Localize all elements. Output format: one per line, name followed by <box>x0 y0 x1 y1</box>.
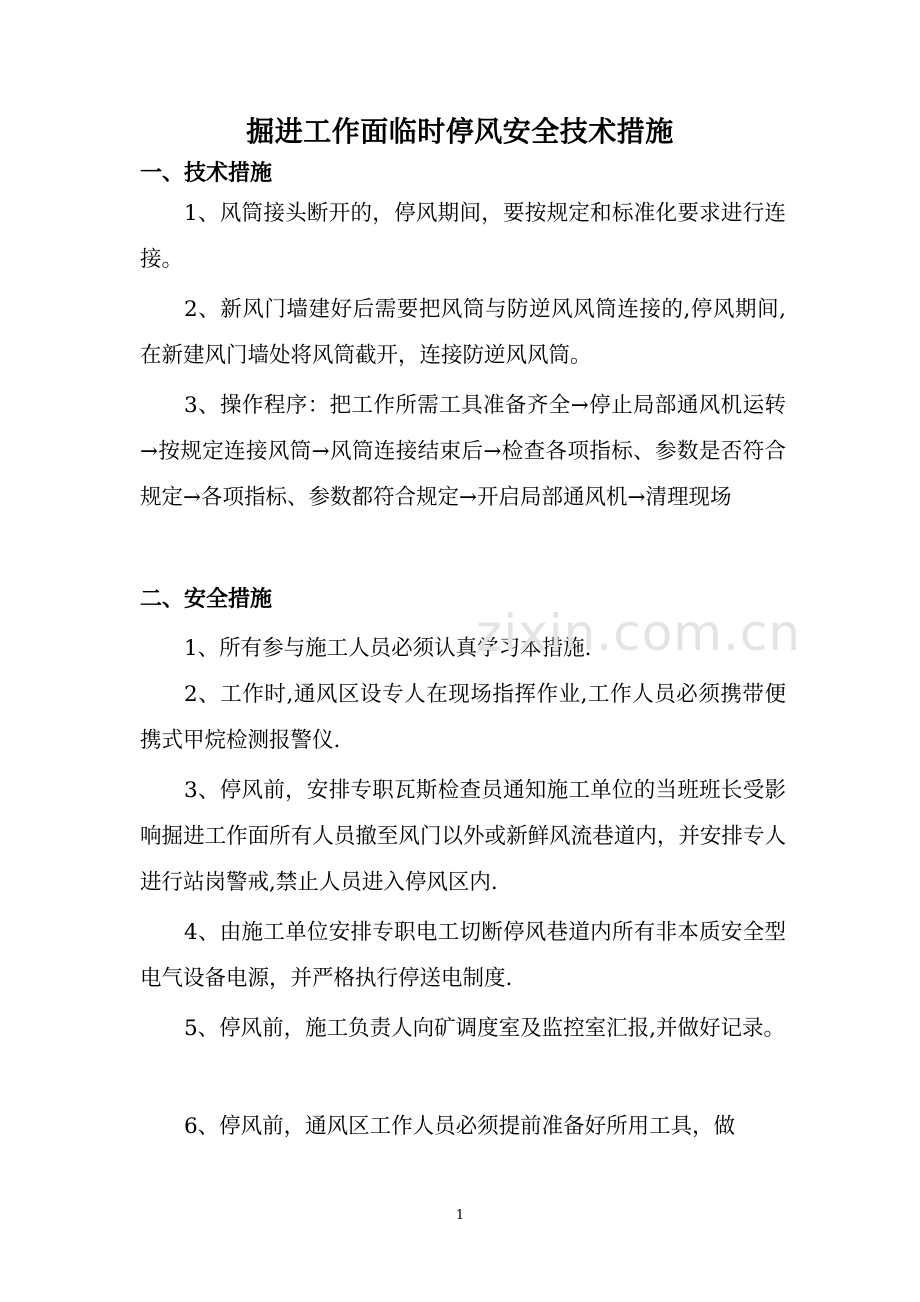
section-heading-technical: 一、技术措施 <box>140 161 273 186</box>
paragraph-safety-4: 4、由施工单位安排专职电工切断停风巷道内所有非本质安全型电气设备电源，并严格执行停送电制度. <box>140 920 786 991</box>
page-number: 1 <box>455 1208 465 1223</box>
paragraph-technical-1: 1、风筒接头断开的，停风期间，要按规定和标准化要求进行连接。 <box>140 201 786 272</box>
document-title: 掘进工作面临时停风安全技术措施 <box>246 115 674 148</box>
paragraph-safety-3: 3、停风前，安排专职瓦斯检查员通知施工单位的当班班长受影响掘进工作面所有人员撤至风门以外或新鲜风流巷道内，并安排专人进行站岗警戒,禁止人员进入停风区内. <box>140 778 786 895</box>
paragraph-technical-3: 3、操作程序：把工作所需工具准备齐全→停止局部通风机运转→按规定连接风筒→风筒连接结束后→检查各项指标、参数是否符合规定→各项指标、参数都符合规定→开启局部通风机→清理现场 <box>140 393 786 510</box>
paragraph-safety-2: 2、工作时,通风区设专人在现场指挥作业,工作人员必须携带便携式甲烷检测报警仪. <box>140 682 786 753</box>
paragraph-safety-6: 6、停风前，通风区工作人员必须提前准备好所用工具，做 <box>184 1114 736 1139</box>
watermark-text: zixin.com.cn <box>476 604 802 662</box>
section-heading-safety: 二、安全措施 <box>140 587 273 612</box>
paragraph-technical-2: 2、新风门墙建好后需要把风筒与防逆风风筒连接的,停风期间,在新建风门墙处将风筒截开，连接防逆风风筒。 <box>140 297 786 368</box>
paragraph-safety-5: 5、停风前，施工负责人向矿调度室及监控室汇报,并做好记录。 <box>184 1016 786 1041</box>
paragraph-safety-1: 1、所有参与施工人员必须认真学习本措施. <box>184 636 592 661</box>
